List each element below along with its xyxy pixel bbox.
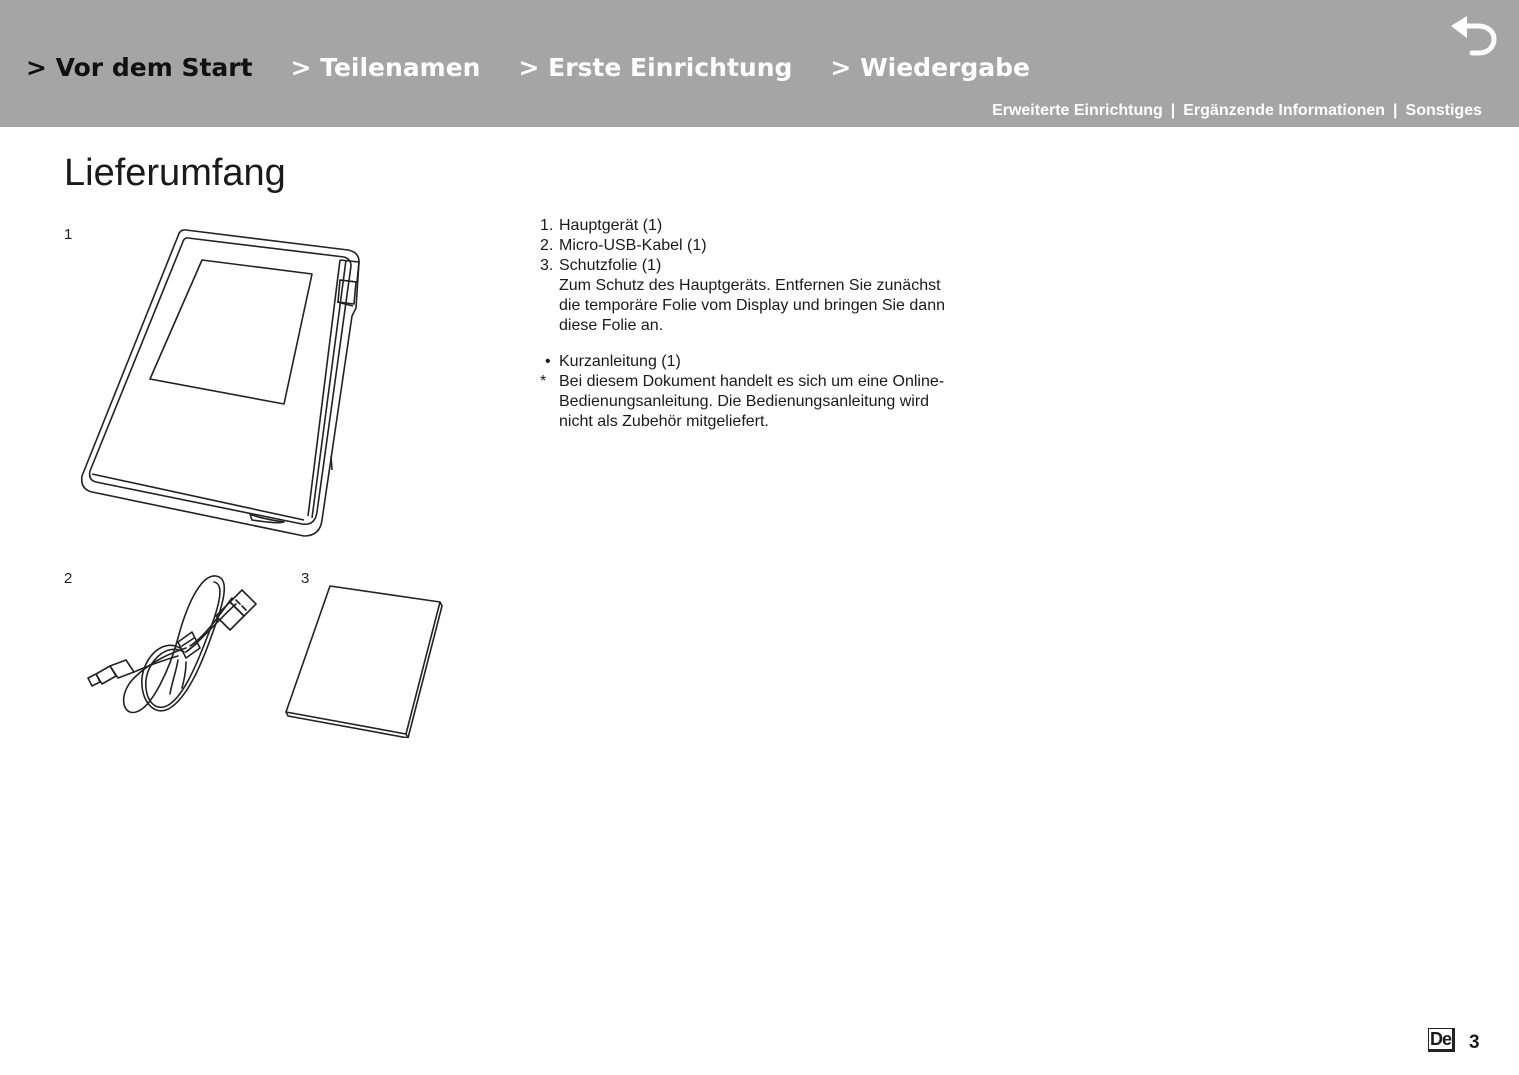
main-unit-illustration (78, 224, 366, 542)
figure-number-1: 1 (64, 226, 73, 243)
figure-number-3: 3 (301, 570, 310, 587)
nav-erste-einrichtung[interactable]: > Erste Einrichtung (518, 53, 793, 82)
nav-vor-dem-start[interactable]: > Vor dem Start (26, 53, 253, 82)
nav-teilenamen[interactable]: > Teilenamen (290, 53, 481, 82)
list-item (540, 216, 980, 236)
page-number: 3 (1469, 1032, 1480, 1053)
item-text: Schutzfolie (1) (559, 257, 662, 274)
page-title: Lieferumfang (64, 152, 286, 194)
header-bar (0, 0, 1519, 127)
footnote-marker: * (540, 373, 547, 390)
subnav-separator: | (1393, 102, 1398, 119)
item-marker: 3. (540, 257, 554, 274)
list-item (540, 256, 980, 276)
subnav-sonstiges[interactable]: Sonstiges (1405, 102, 1482, 119)
item-text: Micro-USB-Kabel (1) (559, 237, 707, 254)
item-marker: 2. (540, 237, 554, 254)
language-badge: De (1428, 1028, 1455, 1052)
subnav-separator: | (1170, 102, 1176, 119)
figure-number-2: 2 (64, 570, 73, 587)
contents-list (540, 216, 980, 432)
footnote (540, 372, 980, 432)
note-line: die temporäre Folie vom Display und bringen Sie dann (559, 297, 945, 314)
item-note (540, 276, 980, 336)
subnav-ergaenzende-informationen[interactable]: Ergänzende Informationen (1183, 102, 1386, 119)
subnav-erweiterte-einrichtung[interactable]: Erweiterte Einrichtung (992, 102, 1163, 119)
item-marker: 1. (540, 217, 554, 234)
bullet-marker: • (545, 353, 551, 370)
micro-usb-cable-illustration (82, 568, 258, 718)
nav-wiedergabe[interactable]: > Wiedergabe (830, 53, 1030, 82)
sub-nav (992, 102, 1482, 120)
footnote-line: Bei diesem Dokument handelt es sich um eine Online- (559, 373, 945, 390)
footnote-line: Bedienungsanleitung. Die Bedienungsanleitung wird (559, 393, 930, 410)
list-item (540, 236, 980, 256)
bullet-text: Kurzanleitung (1) (559, 353, 681, 370)
main-nav (26, 53, 1030, 82)
footnote-line: nicht als Zubehör mitgeliefert. (559, 413, 769, 430)
note-line: diese Folie an. (559, 317, 664, 334)
item-text: Hauptgerät (1) (559, 217, 663, 234)
protective-film-illustration (282, 582, 444, 738)
bullet-item (540, 352, 980, 372)
note-line: Zum Schutz des Hauptgeräts. Entfernen Sie zunächst (559, 277, 941, 294)
back-button[interactable] (1448, 14, 1500, 58)
return-arrow-icon (1448, 14, 1500, 58)
